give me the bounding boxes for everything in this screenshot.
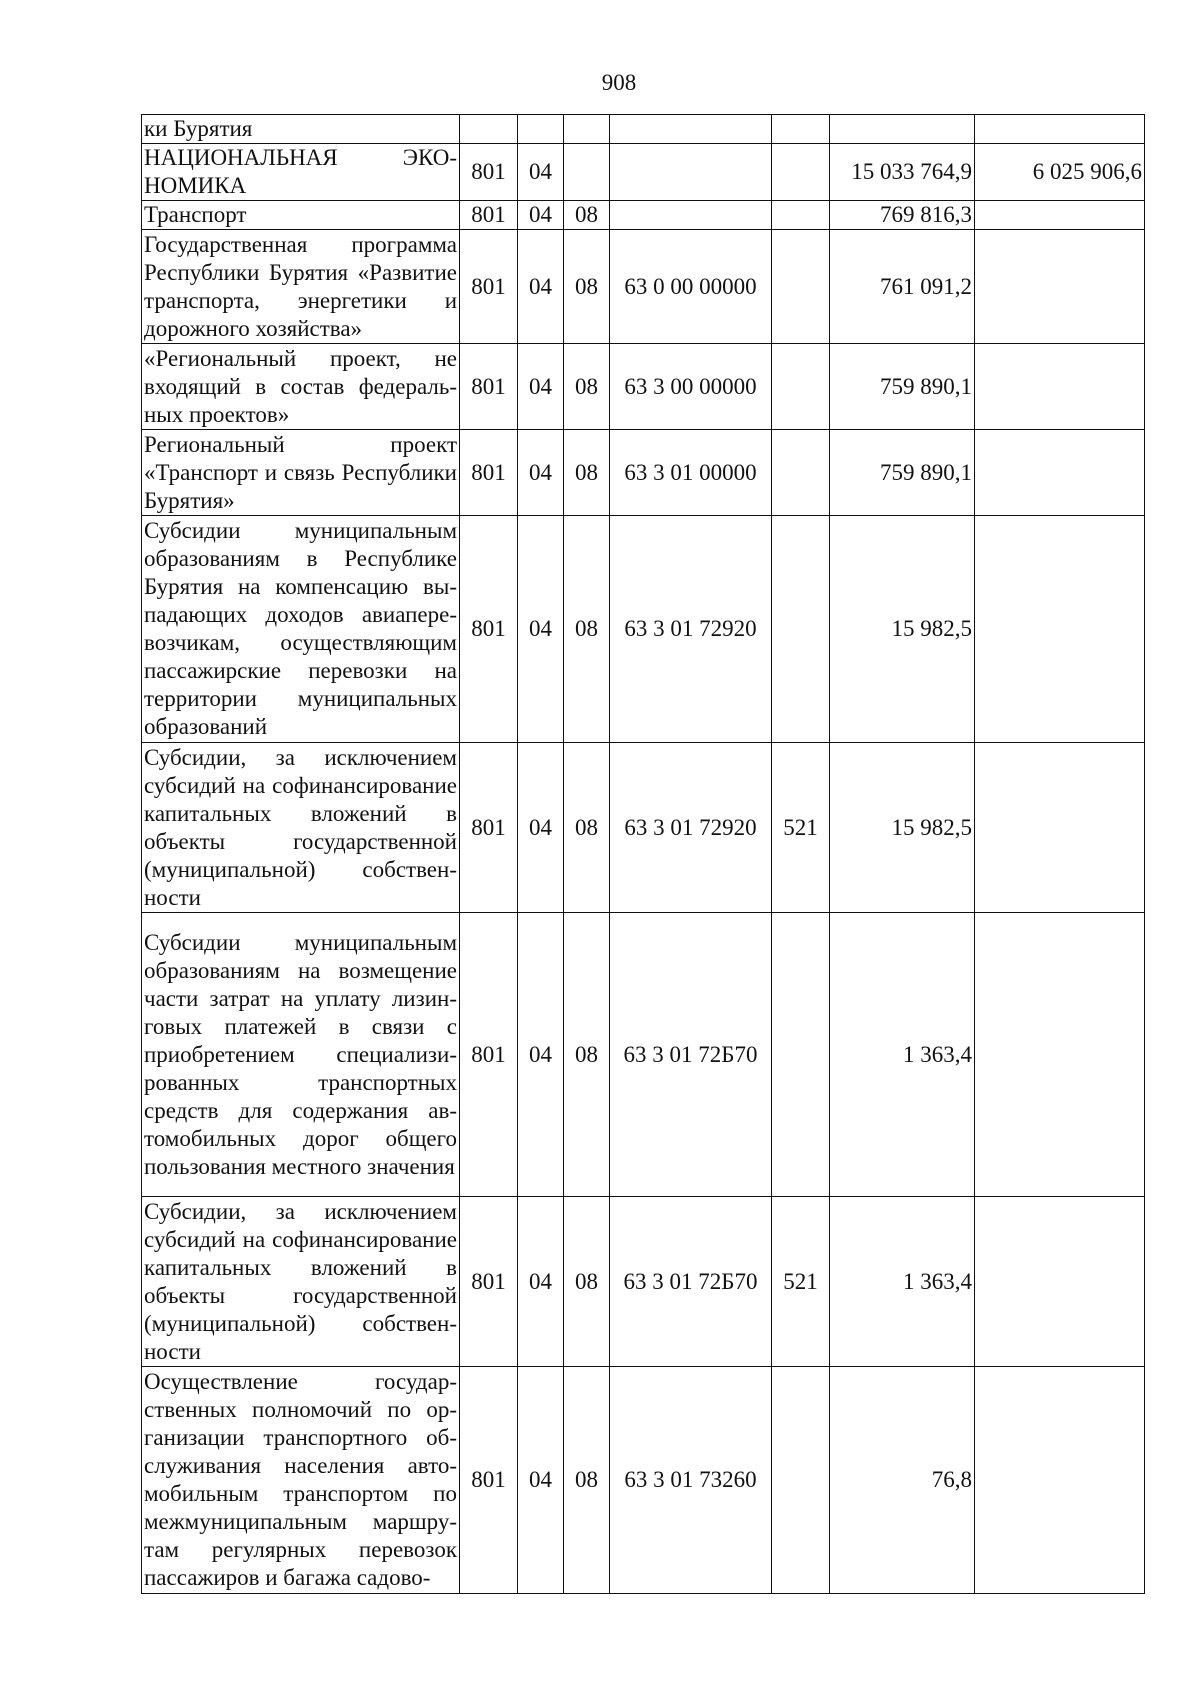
cell-target-article bbox=[610, 144, 772, 201]
cell-amount-2 bbox=[975, 743, 1145, 913]
cell-subsection: 08 bbox=[564, 344, 610, 430]
table-row bbox=[142, 1367, 1145, 1594]
cell-expense-type: 521 bbox=[772, 1197, 830, 1367]
cell-expense-type bbox=[772, 516, 830, 743]
cell-expense-type bbox=[772, 913, 830, 1197]
cell-amount-1: 761 091,2 bbox=[830, 230, 975, 344]
cell-amount-2 bbox=[975, 913, 1145, 1197]
cell-amount-1: 1 363,4 bbox=[830, 1197, 975, 1367]
table-row bbox=[142, 913, 1145, 1197]
cell-amount-1: 15 033 764,9 bbox=[830, 144, 975, 201]
cell-section: 04 bbox=[518, 1367, 564, 1594]
cell-expense-type bbox=[772, 115, 830, 144]
cell-section: 04 bbox=[518, 516, 564, 743]
cell-admin-code: 801 bbox=[460, 344, 518, 430]
table-row bbox=[142, 516, 1145, 743]
table-row bbox=[142, 1197, 1145, 1367]
cell-section: 04 bbox=[518, 1197, 564, 1367]
cell-section bbox=[518, 115, 564, 144]
cell-subsection: 08 bbox=[564, 230, 610, 344]
table-row bbox=[142, 344, 1145, 430]
cell-amount-2 bbox=[975, 1197, 1145, 1367]
cell-admin-code: 801 bbox=[460, 516, 518, 743]
cell-name: Субсидии муниципальным образованиям в Республике Бурятия на компенсацию выпадающих доходов авиаперевозчикам, осуществляющим пассажирские перевозки на территории муниципальных образований bbox=[142, 516, 460, 743]
cell-target-article: 63 3 01 72920 bbox=[610, 516, 772, 743]
table-row bbox=[142, 430, 1145, 516]
cell-section: 04 bbox=[518, 144, 564, 201]
cell-subsection: 08 bbox=[564, 516, 610, 743]
table-body bbox=[142, 115, 1145, 1594]
table-row bbox=[142, 115, 1145, 144]
cell-amount-1 bbox=[830, 115, 975, 144]
cell-section: 04 bbox=[518, 230, 564, 344]
table-row bbox=[142, 743, 1145, 913]
cell-name: Субсидии, за исключением субсидий на софинансирование капитальных вложений в объекты государственной (муниципальной) собственности bbox=[142, 743, 460, 913]
page-number: 908 bbox=[601, 70, 637, 95]
cell-amount-1: 15 982,5 bbox=[830, 743, 975, 913]
budget-table bbox=[141, 114, 1145, 1594]
cell-admin-code: 801 bbox=[460, 743, 518, 913]
cell-target-article: 63 3 01 72Б70 bbox=[610, 1197, 772, 1367]
cell-name: «Региональный проект, не входящий в состав федеральных проектов» bbox=[142, 344, 460, 430]
cell-subsection bbox=[564, 115, 610, 144]
cell-target-article bbox=[610, 115, 772, 144]
cell-admin-code: 801 bbox=[460, 430, 518, 516]
table-row bbox=[142, 144, 1145, 201]
cell-expense-type: 521 bbox=[772, 743, 830, 913]
cell-amount-1: 769 816,3 bbox=[830, 201, 975, 230]
cell-subsection: 08 bbox=[564, 743, 610, 913]
cell-amount-1: 759 890,1 bbox=[830, 344, 975, 430]
cell-target-article: 63 3 01 00000 bbox=[610, 430, 772, 516]
cell-admin-code: 801 bbox=[460, 1197, 518, 1367]
cell-amount-1: 1 363,4 bbox=[830, 913, 975, 1197]
table-row bbox=[142, 201, 1145, 230]
cell-target-article: 63 3 01 73260 bbox=[610, 1367, 772, 1594]
cell-admin-code: 801 bbox=[460, 1367, 518, 1594]
cell-subsection: 08 bbox=[564, 1367, 610, 1594]
cell-name: Региональный проект «Транспорт и связь Республики Бурятия» bbox=[142, 430, 460, 516]
cell-subsection: 08 bbox=[564, 913, 610, 1197]
cell-amount-2 bbox=[975, 115, 1145, 144]
cell-amount-2: 6 025 906,6 bbox=[975, 144, 1145, 201]
cell-target-article: 63 3 01 72920 bbox=[610, 743, 772, 913]
cell-section: 04 bbox=[518, 913, 564, 1197]
cell-amount-2 bbox=[975, 344, 1145, 430]
cell-expense-type bbox=[772, 144, 830, 201]
cell-amount-1: 759 890,1 bbox=[830, 430, 975, 516]
cell-name: ки Бурятия bbox=[142, 115, 460, 144]
cell-target-article: 63 0 00 00000 bbox=[610, 230, 772, 344]
cell-subsection bbox=[564, 144, 610, 201]
cell-name: Осуществление государственных полномочий по организации транспортного обслуживания населения автомобильным транспортом по межмуниципальным маршрутам регулярных перевозок пассажиров и багажа садово- bbox=[142, 1367, 460, 1594]
table-row bbox=[142, 230, 1145, 344]
cell-target-article: 63 3 01 72Б70 bbox=[610, 913, 772, 1197]
cell-name: Субсидии, за исключением субсидий на софинансирование капитальных вложений в объекты государственной (муниципальной) собственности bbox=[142, 1197, 460, 1367]
cell-amount-2 bbox=[975, 430, 1145, 516]
cell-expense-type bbox=[772, 1367, 830, 1594]
cell-amount-2 bbox=[975, 516, 1145, 743]
cell-section: 04 bbox=[518, 430, 564, 516]
cell-expense-type bbox=[772, 430, 830, 516]
cell-section: 04 bbox=[518, 743, 564, 913]
cell-name: Транспорт bbox=[142, 201, 460, 230]
cell-target-article bbox=[610, 201, 772, 230]
cell-admin-code: 801 bbox=[460, 144, 518, 201]
cell-expense-type bbox=[772, 344, 830, 430]
cell-amount-1: 15 982,5 bbox=[830, 516, 975, 743]
cell-amount-2 bbox=[975, 201, 1145, 230]
cell-section: 04 bbox=[518, 344, 564, 430]
cell-section: 04 bbox=[518, 201, 564, 230]
cell-target-article: 63 3 00 00000 bbox=[610, 344, 772, 430]
cell-name: Государственная программа Республики Бурятия «Развитие транспорта, энергетики и дорожного хозяйства» bbox=[142, 230, 460, 344]
cell-admin-code: 801 bbox=[460, 230, 518, 344]
cell-name: НАЦИОНАЛЬНАЯ ЭКОНОМИКА bbox=[142, 144, 460, 201]
cell-amount-2 bbox=[975, 1367, 1145, 1594]
cell-subsection: 08 bbox=[564, 201, 610, 230]
cell-admin-code bbox=[460, 115, 518, 144]
cell-admin-code: 801 bbox=[460, 913, 518, 1197]
cell-amount-2 bbox=[975, 230, 1145, 344]
cell-amount-1: 76,8 bbox=[830, 1367, 975, 1594]
cell-admin-code: 801 bbox=[460, 201, 518, 230]
cell-expense-type bbox=[772, 201, 830, 230]
cell-subsection: 08 bbox=[564, 1197, 610, 1367]
cell-subsection: 08 bbox=[564, 430, 610, 516]
cell-name: Субсидии муниципальным образованиям на возмещение части затрат на уплату лизинговых платежей в связи с приобретением специализированных транспортных средств для содержания автомобильных дорог общего пользования местного значения bbox=[142, 913, 460, 1197]
cell-expense-type bbox=[772, 230, 830, 344]
